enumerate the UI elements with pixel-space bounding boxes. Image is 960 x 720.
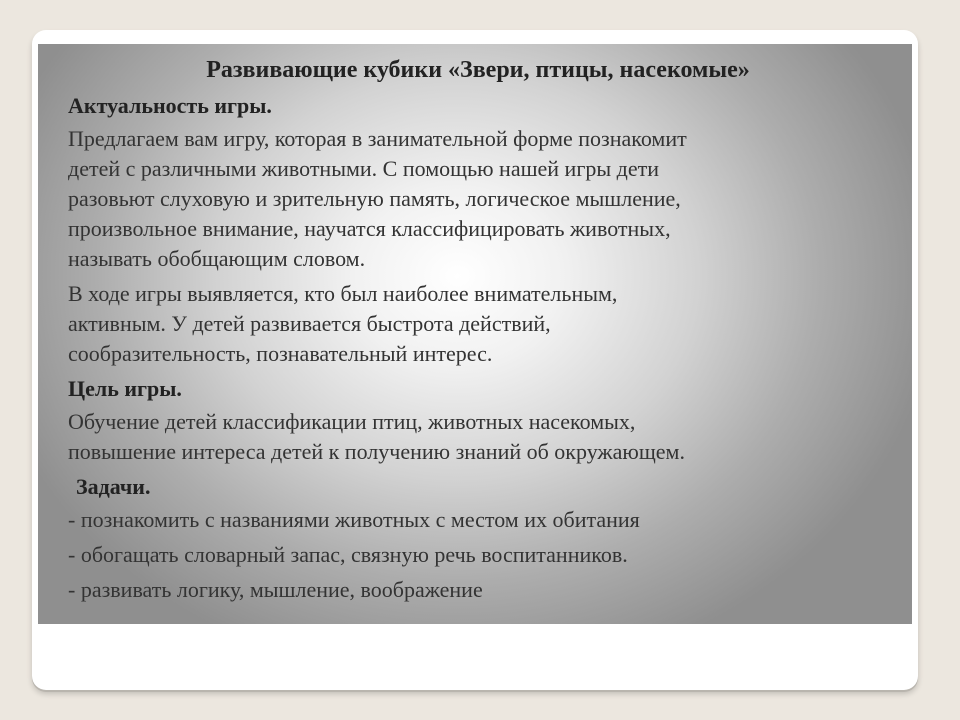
goal-heading: Цель игры. (68, 376, 182, 401)
task-item: - развивать логику, мышление, воображение (68, 577, 483, 602)
text-line: детей с различными животными. С помощью нашей игры дети (68, 156, 659, 181)
text-line: Предлагаем вам игру, которая в занимательной форме познакомит (68, 126, 687, 151)
text-line: Обучение детей классификации птиц, животных насекомых, (68, 409, 636, 434)
text-line: повышение интереса детей к получению знаний об окружающем. (68, 439, 685, 464)
task-item: - познакомить с названиями животных с местом их обитания (68, 507, 640, 532)
slide-frame (32, 30, 918, 690)
slide-title: Развивающие кубики «Звери, птицы, насекомые» (206, 57, 750, 83)
relevance-paragraph-1 (68, 124, 918, 274)
relevance-paragraph-2 (68, 279, 918, 369)
text-line: произвольное внимание, научатся классифицировать животных, (68, 216, 671, 241)
slide-content (68, 54, 918, 610)
text-line: сообразительность, познавательный интерес. (68, 341, 493, 366)
task-item: - обогащать словарный запас, связную речь воспитанников. (68, 542, 628, 567)
goal-paragraph (68, 407, 918, 467)
relevance-heading: Актуальность игры. (68, 93, 272, 118)
text-line: называть обобщающим словом. (68, 246, 366, 271)
text-line: В ходе игры выявляется, кто был наиболее внимательным, (68, 281, 618, 306)
text-line: разовьют слуховую и зрительную память, логическое мышление, (68, 186, 681, 211)
text-line: активным. У детей развивается быстрота действий, (68, 311, 551, 336)
tasks-heading: Задачи. (76, 474, 151, 499)
